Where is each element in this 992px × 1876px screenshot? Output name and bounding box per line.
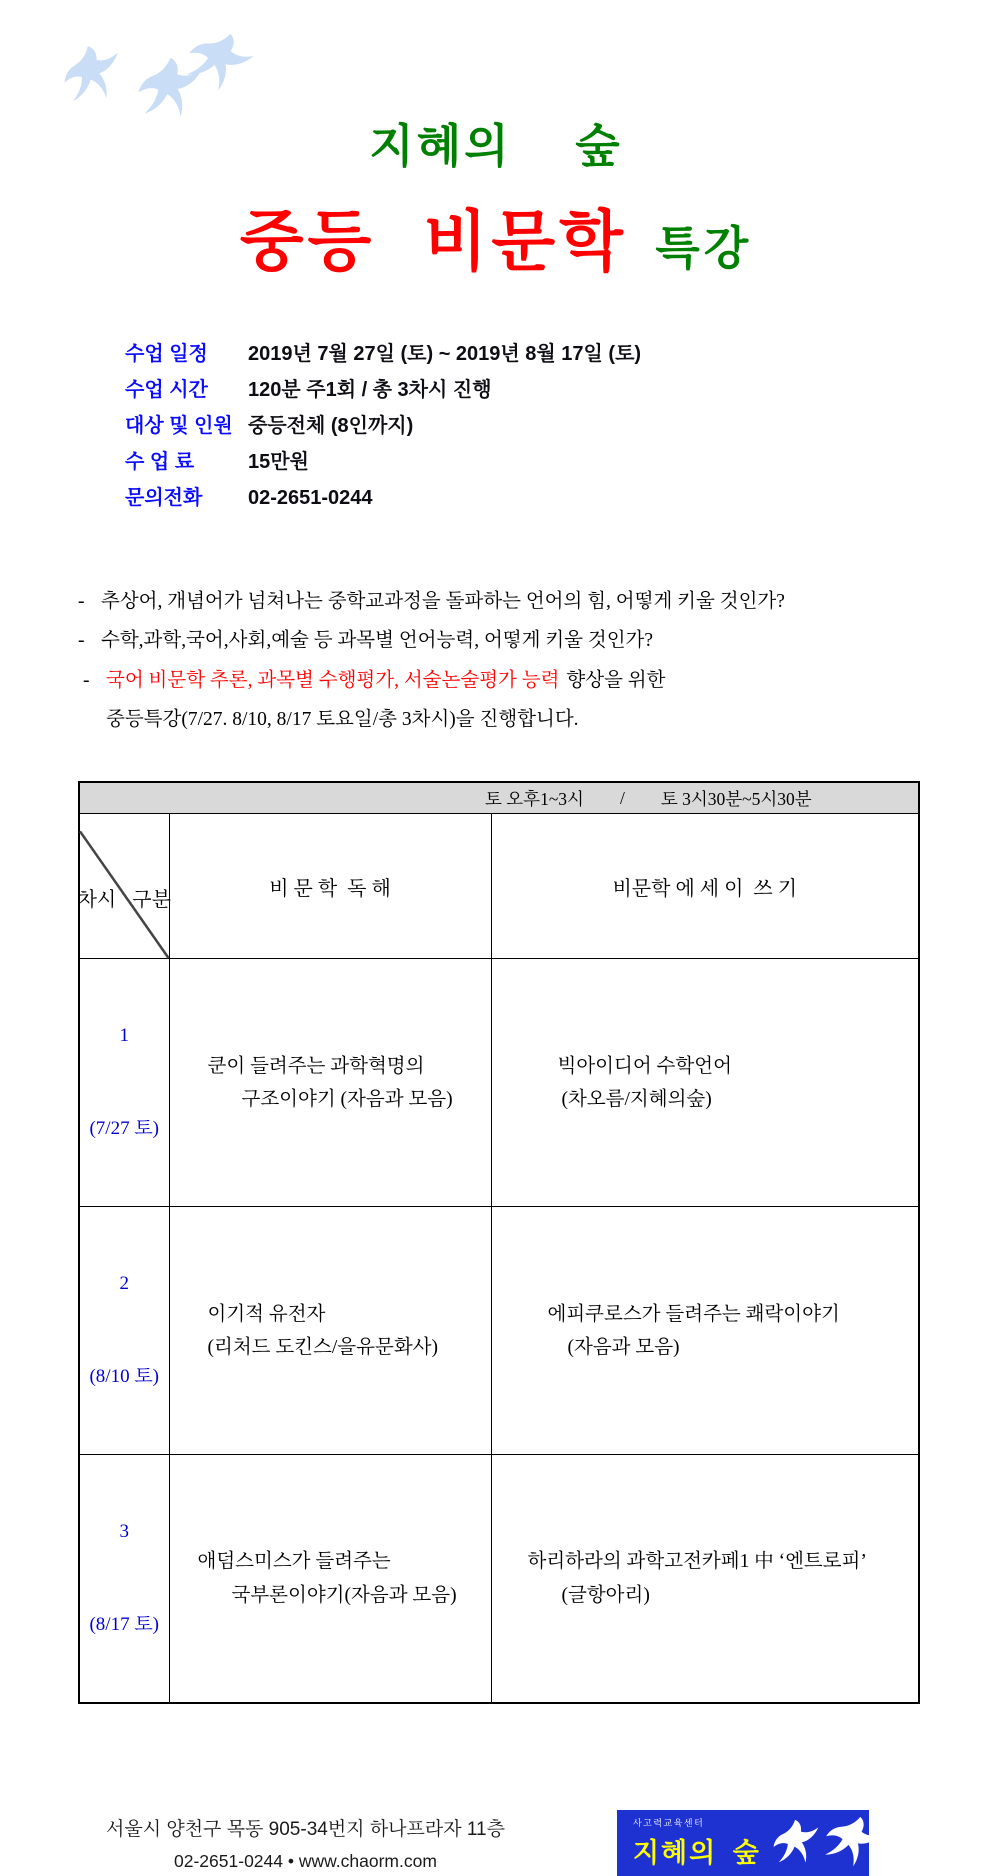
essay-cell-3: [491, 1455, 919, 1703]
reading-cell-1: [169, 959, 491, 1207]
birds-icon: [771, 1813, 883, 1869]
corner-label-category: 구분: [132, 889, 171, 912]
bullet-3-highlight: 국어 비문학 추론, 과목별 수행평가, 서술논술평가 능력: [106, 669, 560, 691]
logo-birds: [771, 1813, 883, 1874]
bullet-dash: -: [83, 669, 90, 691]
footer-logo-text: [633, 1816, 761, 1870]
time-slot-essay: 토 3시30분~5시30분: [660, 788, 812, 809]
session-date: (7/27 토): [89, 1118, 160, 1140]
logo-tagline: 사고력교육센터: [632, 1818, 705, 1829]
session-date: (8/17 토): [89, 1613, 160, 1635]
table-time-row: [79, 782, 919, 814]
time-header-cell: [79, 782, 919, 814]
session-cell-1: [79, 959, 169, 1207]
reading-title: 쿤이 들려주는 과학혁명의: [207, 1055, 425, 1077]
bullet-4: [106, 709, 992, 730]
table-header-row: [79, 814, 919, 959]
reading-subtitle: 국부론이야기(자음과 모음): [231, 1584, 457, 1606]
info-value: 15만원: [248, 451, 309, 473]
footer-contact: 02-2651-0244 • www.chaorm.com: [174, 1851, 437, 1872]
time-slot-reading: 토 오후1~3시: [485, 788, 584, 809]
corner-header-cell: [79, 814, 169, 959]
session-number: 3: [119, 1520, 129, 1542]
info-value: 02-2651-0244: [248, 487, 373, 509]
corner-label-session: 차시: [77, 889, 117, 912]
reading-cell-2: [169, 1207, 491, 1455]
bullet-dash: -: [78, 630, 85, 652]
reading-cell-3: [169, 1455, 491, 1703]
info-value: 2019년 7월 27일 (토) ~ 2019년 8월 17일 (토): [248, 343, 642, 365]
session-cell-2: [79, 1207, 169, 1455]
bullet-3: [83, 670, 992, 691]
session-cell-3: [79, 1455, 169, 1703]
essay-subtitle: (차오름/지혜의숲): [561, 1088, 712, 1110]
course-title-main: 중등 비문학: [239, 204, 627, 278]
bullet-1: [78, 591, 992, 612]
essay-title: 하리하라의 과학고전카페1 中 ‘엔트로피’: [527, 1551, 867, 1573]
logo-name: 지혜의 숲: [632, 1838, 761, 1869]
reading-subtitle: 구조이야기 (자음과 모음): [241, 1088, 453, 1110]
table-row: [79, 959, 919, 1207]
birds-icon: [58, 28, 263, 123]
info-row-schedule: [125, 337, 992, 373]
essay-cell-2: [491, 1207, 919, 1455]
class-info: [125, 337, 992, 517]
info-row-fee: [125, 445, 992, 481]
footer-logo: [617, 1810, 869, 1876]
bullet-dash: -: [78, 591, 85, 612]
corner-labels: [77, 883, 171, 912]
bullet-1-text: 추상어, 개념어가 넘쳐나는 중학교과정을 돌파하는 언어의 힘, 어떻게 키울 것인가?: [101, 591, 785, 612]
reading-title: 이기적 유전자: [207, 1303, 326, 1325]
schedule-table: [78, 781, 920, 1704]
bullet-3-text: [106, 670, 665, 691]
course-title: [0, 188, 992, 283]
bullet-3-rest: 향상을 위한: [566, 669, 666, 691]
info-label: 대상 및 인원: [125, 415, 233, 437]
essay-title: 에피쿠로스가 들려주는 쾌락이야기: [547, 1303, 840, 1325]
time-divider: /: [619, 787, 625, 808]
essay-cell-1: [491, 959, 919, 1207]
info-value: 120분 주1회 / 총 3차시 진행: [248, 379, 492, 401]
course-title-suffix: 특강: [655, 222, 753, 274]
reading-title: 애덤스미스가 들려주는: [197, 1551, 391, 1573]
info-row-target: [125, 409, 992, 445]
brand-title: 지혜의 숲: [369, 120, 623, 172]
footer-address-block: [106, 1814, 505, 1872]
session-date: (8/10 토): [89, 1366, 160, 1388]
info-row-time: [125, 373, 992, 409]
footer-address: 서울시 양천구 목동 905-34번지 하나프라자 11층: [106, 1819, 505, 1841]
column-header-reading: 비 문 학 독 해: [169, 814, 491, 959]
essay-title: 빅아이디어 수학언어: [557, 1055, 732, 1077]
bullet-2-text: 수학,과학,국어,사회,예술 등 과목별 언어능력, 어떻게 키울 것인가?: [101, 630, 654, 652]
table-row: [79, 1207, 919, 1455]
info-row-phone: [125, 481, 992, 517]
time-header: [80, 786, 918, 811]
essay-subtitle: (자음과 모음): [567, 1336, 680, 1358]
essay-subtitle: (글항아리): [561, 1584, 650, 1606]
info-label: 수 업 료: [125, 451, 195, 473]
column-header-essay: 비문학 에 세 이 쓰 기: [491, 814, 919, 959]
session-number: 2: [119, 1272, 129, 1294]
footer: [0, 1810, 992, 1876]
birds-watermark: [58, 28, 263, 128]
info-value: 중등전체 (8인까지): [248, 415, 414, 437]
reading-subtitle: (리처드 도킨스/을유문화사): [207, 1336, 438, 1358]
info-label: 수업 일정: [125, 343, 208, 365]
info-label: 수업 시간: [125, 379, 208, 401]
session-number: 1: [119, 1025, 129, 1047]
table-row: [79, 1455, 919, 1703]
bullet-2: [78, 630, 992, 651]
intro-text: [78, 591, 992, 731]
bullet-4-text: 중등특강(7/27. 8/10, 8/17 토요일/총 3차시)을 진행합니다.: [106, 709, 579, 731]
info-label: 문의전화: [125, 487, 203, 509]
